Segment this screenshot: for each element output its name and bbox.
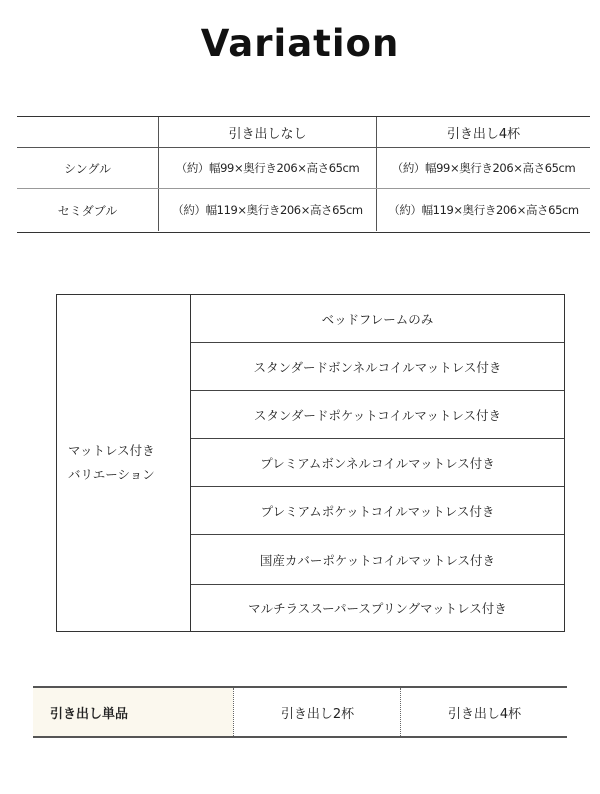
list-item: スタンダードボンネルコイルマットレス付き (191, 343, 564, 391)
table-row (17, 148, 590, 189)
size-table-header-no-drawer: 引き出しなし (159, 117, 377, 147)
size-row-label: シングル (17, 148, 159, 188)
list-item: ベッドフレームのみ (191, 295, 564, 343)
list-item: スタンダードポケットコイルマットレス付き (191, 391, 564, 439)
mattress-label-line2: バリエーション (68, 467, 155, 482)
mattress-variation-label (57, 295, 191, 631)
drawer-option-4: 引き出し4杯 (400, 688, 568, 736)
table-row (17, 189, 590, 231)
size-cell-no-drawer: （約）幅119×奥行き206×高さ65cm (159, 189, 377, 231)
drawer-option-2: 引き出し2杯 (233, 688, 401, 736)
list-item: プレミアムボンネルコイルマットレス付き (191, 439, 564, 487)
drawer-table (33, 686, 567, 738)
size-cell-drawer4: （約）幅119×奥行き206×高さ65cm (388, 203, 579, 217)
size-row-label: セミダブル (17, 189, 159, 231)
list-item: マルチラススーパースプリングマットレス付き (248, 601, 507, 616)
size-table-header-drawer4: 引き出し4杯 (446, 126, 521, 142)
drawer-table-label: 引き出し単品 (33, 688, 233, 736)
mattress-label-line1: マットレス付き (68, 443, 155, 458)
page-title: Variation (200, 22, 400, 65)
size-cell-no-drawer: （約）幅99×奥行き206×高さ65cm (159, 148, 377, 188)
size-cell-drawer4: （約）幅99×奥行き206×高さ65cm (391, 161, 576, 175)
size-table-corner-cell (17, 117, 159, 147)
list-item: プレミアムポケットコイルマットレス付き (191, 487, 564, 535)
size-table (17, 116, 590, 233)
mattress-variation-table (56, 294, 565, 632)
size-table-header-row (17, 117, 590, 148)
list-item: 国産カバーポケットコイルマットレス付き (191, 535, 564, 585)
